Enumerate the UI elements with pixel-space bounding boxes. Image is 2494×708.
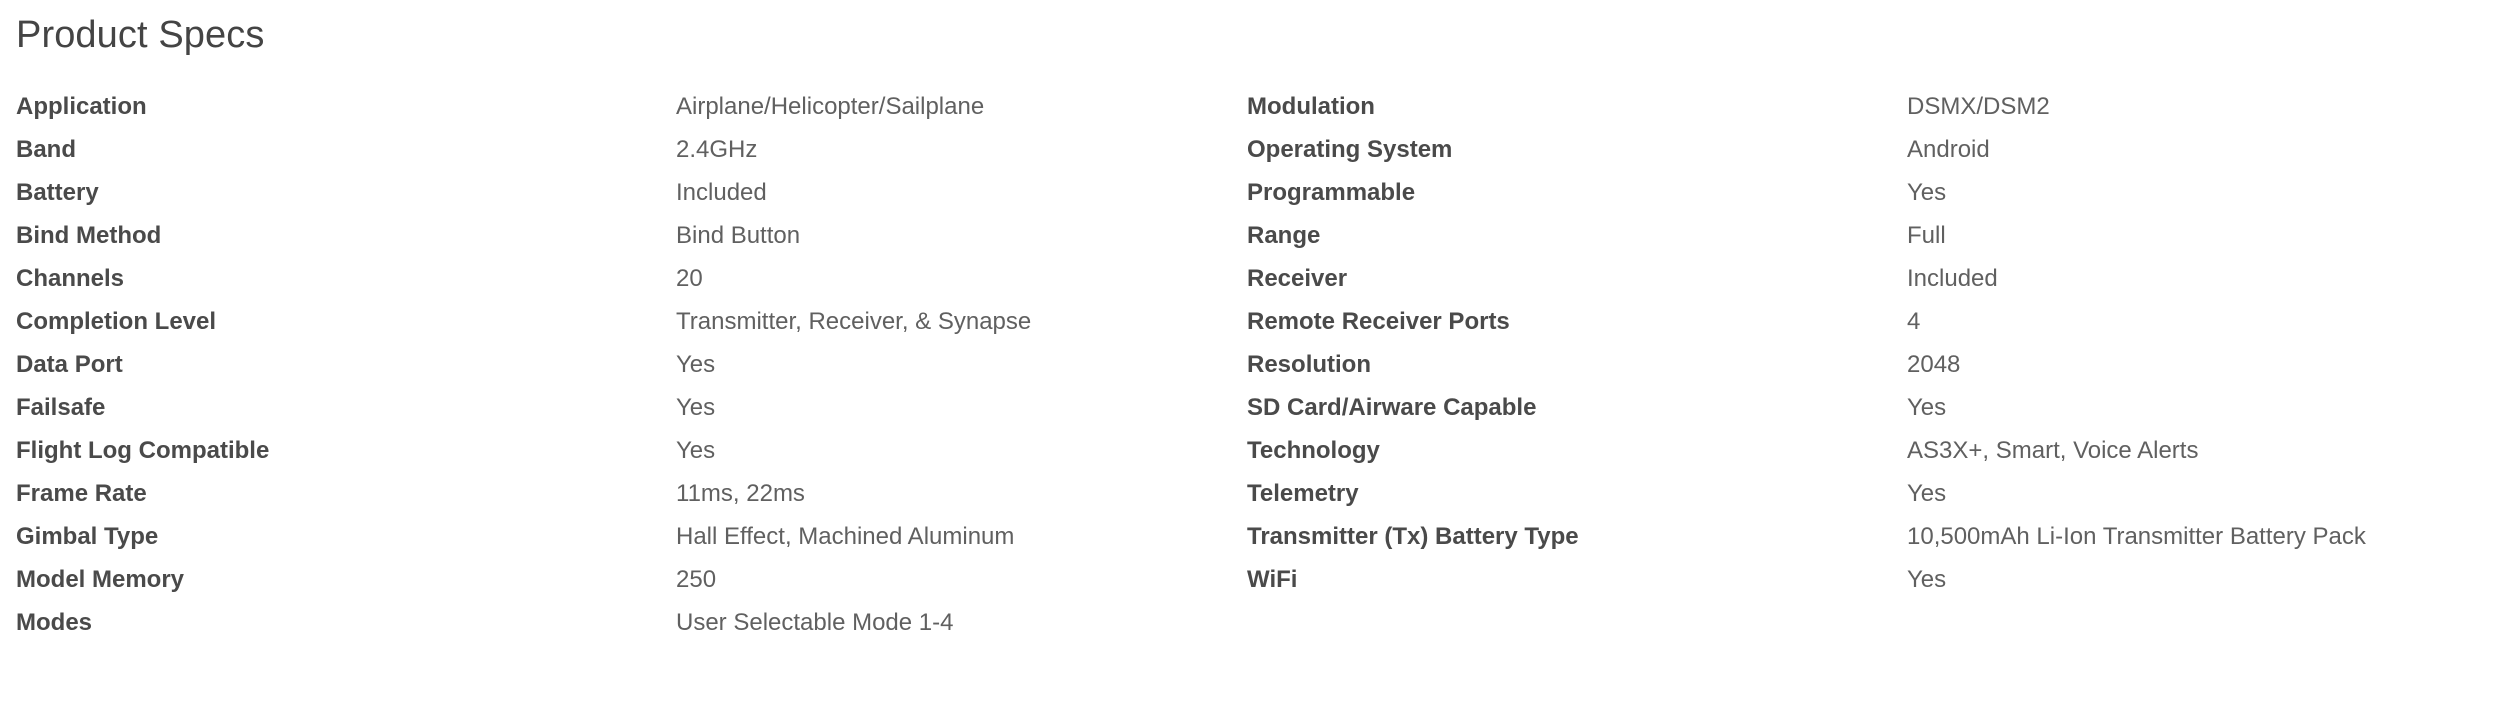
spec-value: DSMX/DSM2 bbox=[1907, 93, 2050, 120]
spec-value: Android bbox=[1907, 136, 1990, 163]
spec-value: Yes bbox=[676, 351, 716, 378]
spec-value: 11ms, 22ms bbox=[676, 480, 805, 507]
spec-label: Application bbox=[16, 93, 147, 120]
spec-label: Bind Method bbox=[16, 222, 162, 249]
spec-value: Transmitter, Receiver, & Synapse bbox=[676, 308, 1032, 335]
spec-label: Programmable bbox=[1247, 179, 1416, 206]
specs-column-right bbox=[0, 93, 2366, 609]
spec-value: Airplane/Helicopter/Sailplane bbox=[676, 93, 985, 120]
spec-value: Yes bbox=[1907, 480, 1947, 507]
spec-value: Yes bbox=[1907, 179, 1947, 206]
spec-label: Model Memory bbox=[16, 566, 185, 593]
spec-label: Failsafe bbox=[16, 394, 106, 421]
spec-value: 4 bbox=[1907, 308, 1921, 335]
spec-value: Included bbox=[676, 179, 767, 206]
spec-label: Band bbox=[16, 136, 76, 163]
spec-label: Receiver bbox=[1247, 265, 1348, 292]
spec-label: Modulation bbox=[1247, 93, 1375, 120]
spec-value: User Selectable Mode 1-4 bbox=[676, 609, 954, 636]
spec-value: 2048 bbox=[1907, 351, 1961, 378]
spec-label: SD Card/Airware Capable bbox=[1247, 394, 1537, 421]
spec-row bbox=[16, 609, 1227, 652]
spec-label: Data Port bbox=[16, 351, 123, 378]
spec-label: Completion Level bbox=[16, 308, 217, 335]
spec-label: Transmitter (Tx) Battery Type bbox=[1247, 523, 1579, 550]
spec-value: Bind Button bbox=[676, 222, 801, 249]
spec-value: Full bbox=[1907, 222, 1946, 249]
spec-label: Gimbal Type bbox=[16, 523, 159, 550]
spec-value: Yes bbox=[676, 437, 716, 464]
spec-label: Channels bbox=[16, 265, 125, 292]
spec-value: Yes bbox=[676, 394, 716, 421]
spec-label: Telemetry bbox=[1247, 480, 1359, 507]
spec-label: Flight Log Compatible bbox=[16, 437, 270, 464]
specs-grid bbox=[16, 93, 2478, 652]
spec-label: Technology bbox=[1247, 437, 1380, 464]
spec-value: 2.4GHz bbox=[676, 136, 758, 163]
spec-label: Range bbox=[1247, 222, 1321, 249]
spec-value: Hall Effect, Machined Aluminum bbox=[676, 523, 1015, 550]
spec-label: Resolution bbox=[1247, 351, 1371, 378]
spec-value: 20 bbox=[676, 265, 703, 292]
spec-label: Battery bbox=[16, 179, 99, 206]
spec-value: AS3X+, Smart, Voice Alerts bbox=[1907, 437, 2199, 464]
spec-value: Yes bbox=[1907, 566, 1947, 593]
spec-value: 250 bbox=[676, 566, 717, 593]
spec-label: WiFi bbox=[1247, 566, 1298, 593]
spec-label: Modes bbox=[16, 609, 93, 636]
spec-value: 10,500mAh Li-Ion Transmitter Battery Pack bbox=[1907, 523, 2366, 550]
page-title: Product Specs bbox=[16, 14, 265, 56]
spec-label: Frame Rate bbox=[16, 480, 147, 507]
spec-label: Operating System bbox=[1247, 136, 1453, 163]
spec-value: Included bbox=[1907, 265, 1998, 292]
spec-label: Remote Receiver Ports bbox=[1247, 308, 1510, 335]
spec-value: Yes bbox=[1907, 394, 1947, 421]
